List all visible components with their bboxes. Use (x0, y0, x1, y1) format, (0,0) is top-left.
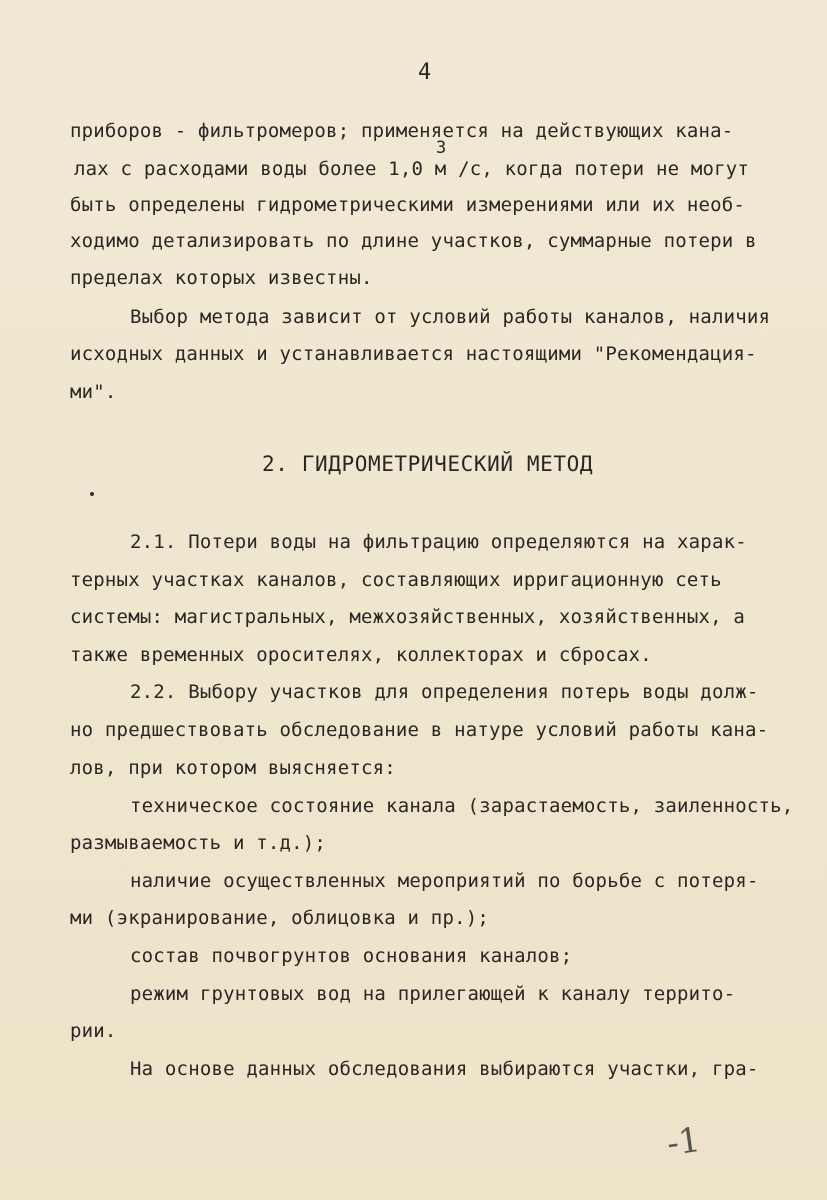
text-line: терных участках каналов, составляющих ирригационную сеть (70, 569, 722, 591)
list-item-line: ми (экранирование, облицовка и пр.); (70, 907, 490, 929)
text-line: пределах которых известны. (70, 267, 373, 289)
text-line: также временных оросителях, коллекторах и сбросах. (70, 644, 652, 666)
text-line: быть определены гидрометрическими измерениями или их необ- (70, 194, 746, 216)
text-line: лах с расходами воды более 1,0 м /с, когда потери не могут (74, 158, 750, 180)
handwritten-page-mark: -1 (664, 1119, 703, 1165)
text-line: приборов - фильтромеров; применяется на действующих кана- (70, 120, 734, 142)
list-item-line: рии. (70, 1020, 117, 1042)
page-number: 4 (418, 60, 432, 85)
text-line: но предшествовать обследование в натуре условий работы кана- (70, 719, 769, 741)
list-item-line: режим грунтовых вод на прилегающей к каналу террито- (130, 983, 736, 1005)
text-line: Выбор метода зависит от условий работы каналов, наличия (130, 306, 771, 328)
list-item-line: техническое состояние канала (зарастаемость, заиленность, (130, 795, 794, 817)
list-item-line: размываемость и т.д.); (70, 832, 327, 854)
list-item-line: состав почвогрунтов основания каналов; (130, 945, 573, 967)
text-line: лов, при котором выясняется: (70, 757, 396, 779)
text-line: 2.1. Потери воды на фильтрацию определяются на харак- (130, 531, 747, 553)
section-heading: 2. ГИДРОМЕТРИЧЕСКИЙ МЕТОД (262, 452, 594, 476)
text-line: ми". (70, 381, 117, 403)
text-line: системы: магистральных, межхозяйственных, хозяйственных, а (70, 606, 746, 628)
text-line: ходимо детализировать по длине участков, суммарные потери в (70, 230, 757, 252)
superscript: 3 (436, 138, 447, 158)
stray-dot (90, 492, 94, 496)
text-line: исходных данных и устанавливается настоящими "Рекомендация- (70, 343, 757, 365)
list-item-line: наличие осуществленных мероприятий по борьбе с потеря- (130, 870, 759, 892)
text-line: На основе данных обследования выбираются участки, гра- (130, 1058, 759, 1080)
text-line: 2.2. Выбору участков для определения потерь воды долж- (130, 681, 759, 703)
